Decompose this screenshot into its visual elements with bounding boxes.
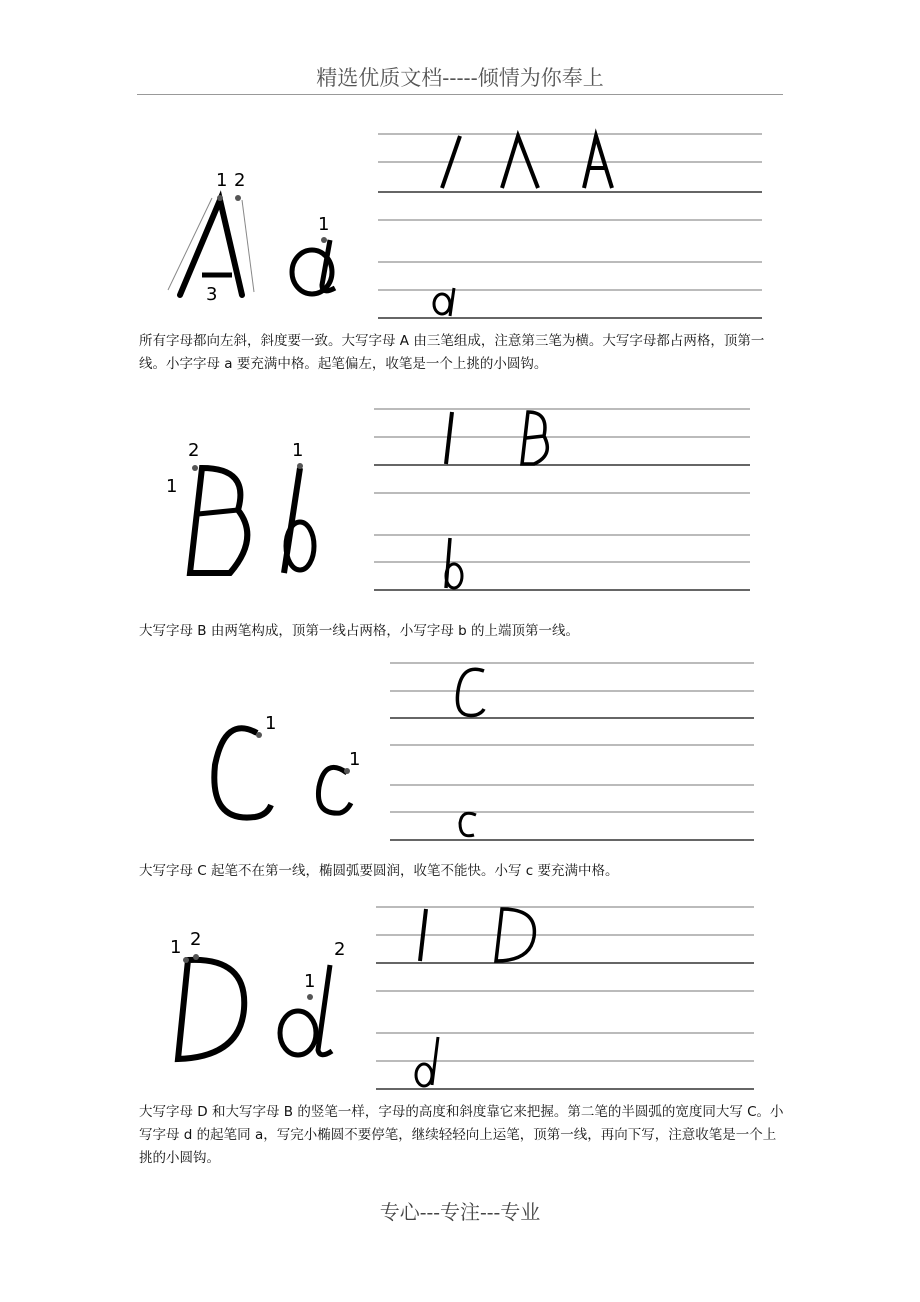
letter-a-large-illustration [150,160,360,310]
section-description: 大写字母 C 起笔不在第一线，椭圆弧要圆润，收笔不能快。小写 c 要充满中格。 [139,863,619,879]
stroke-number: 1 [265,713,277,734]
stroke-number: 1 [318,214,330,235]
stroke-number: 1 [349,749,361,770]
stroke-number: 2 [234,170,246,191]
writing-lines-d [376,895,756,1095]
writing-lines-a [378,120,763,330]
stroke-number: 2 [334,939,346,960]
stroke-number: 1 [304,971,316,992]
letter-b-large-illustration [160,438,330,588]
stroke-number: 1 [170,937,182,958]
section-description: 所有字母都向左斜，斜度要一致。大写字母 A 由三笔组成，注意第三笔为横。大写字母都占两格，顶第一线。小字字母 a 要充满中格。起笔偏左，收笔是一个上挑的小圆钩。 [139,333,765,372]
stroke-number: 2 [190,929,202,950]
header-divider [137,94,783,95]
stroke-number: 1 [166,476,178,497]
letter-d-large-illustration [160,925,360,1070]
writing-lines-c [390,655,756,845]
stroke-number: 3 [206,284,218,305]
letter-c-large-illustration [195,705,375,835]
stroke-number: 2 [188,440,200,461]
section-description: 大写字母 D 和大写字母 B 的竖笔一样，字母的高度和斜度靠它来把握。第二笔的半圆弧的宽度同大写 C。小写字母 d 的起笔同 a，写完小椭圆不要停笔，继续轻轻向上运笔，顶第一线，再向下写，注意收笔是一个上挑的小圆钩。 [139,1104,784,1166]
page-footer: 专心---专注---专业 [379,1200,541,1224]
page-header: 精选优质文档-----倾情为你奉上 [316,66,604,90]
stroke-number: 1 [292,440,304,461]
section-description: 大写字母 B 由两笔构成，顶第一线占两格，小写字母 b 的上端顶第一线。 [139,623,579,639]
stroke-number: 1 [216,170,228,191]
writing-lines-b [374,400,752,600]
